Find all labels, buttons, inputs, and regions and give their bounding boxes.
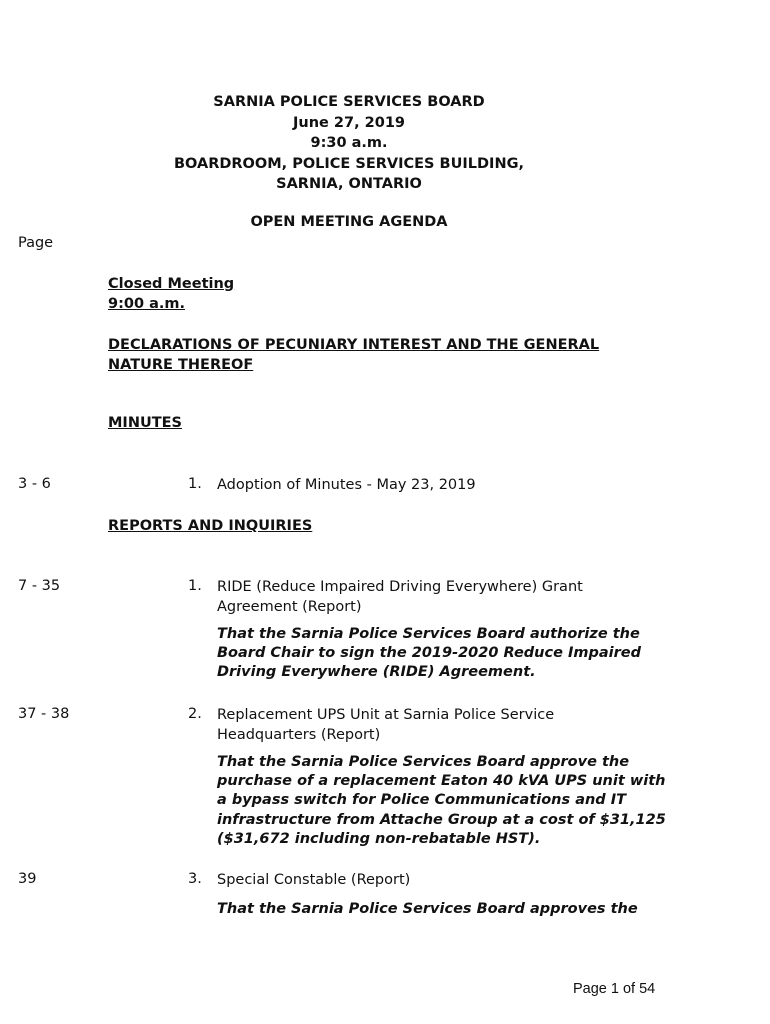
report-item-3-motion: That the Sarnia Police Services Board approves the [217,901,638,917]
report-item-1-pages: 7 - 35 [18,578,61,594]
closed-meeting-time: 9:00 a.m. [108,296,186,312]
report-item-1-text: RIDE (Reduce Impaired Driving Everywhere) Grant Agreement (Report) [217,579,583,615]
minutes-heading: MINUTES [108,415,182,431]
report-item-2-motion: That the Sarnia Police Services Board approve the purchase of a replacement Eaton 40 kVA UPS unit with a bypass switch for Police Communications and IT infrastructure from Attache Group at a cost of $31,125 ($31,672 including non-rebatable HST). [217,754,666,847]
report-item-2-number: 2. [188,706,202,722]
agenda-title: OPEN MEETING AGENDA [250,214,448,230]
report-item-3-pages: 39 [18,871,37,887]
page-column-label: Page [18,235,54,251]
meeting-date: June 27, 2019 [292,114,405,131]
minutes-item-1-text: Adoption of Minutes - May 23, 2019 [217,477,476,493]
report-item-3-number: 3. [188,871,202,887]
report-item-2-text: Replacement UPS Unit at Sarnia Police Service Headquarters (Report) [217,707,555,743]
report-item-1-motion: That the Sarnia Police Services Board authorize the Board Chair to sign the 2019-2020 Reduce Impaired Driving Everywhere (RIDE) Agreement. [217,626,641,681]
page-indicator: Page 1 of 54 [573,981,656,997]
meeting-city: SARNIA, ONTARIO [276,176,422,192]
minutes-item-1-number: 1. [188,476,202,492]
meeting-header [0,92,698,195]
report-item-1-number: 1. [188,578,202,594]
report-item-2-pages: 37 - 38 [18,706,70,722]
closed-meeting-title: Closed Meeting [108,276,235,292]
board-name: SARNIA POLICE SERVICES BOARD [213,94,485,110]
meeting-location: BOARDROOM, POLICE SERVICES BUILDING, [173,155,524,172]
reports-heading: REPORTS AND INQUIRIES [108,518,313,534]
minutes-item-1-pages: 3 - 6 [18,476,51,492]
declarations-heading: DECLARATIONS OF PECUNIARY INTEREST AND THE GENERAL NATURE THEREOF [108,337,600,373]
report-item-3-text: Special Constable (Report) [217,872,411,888]
meeting-time: 9:30 a.m. [310,135,388,151]
